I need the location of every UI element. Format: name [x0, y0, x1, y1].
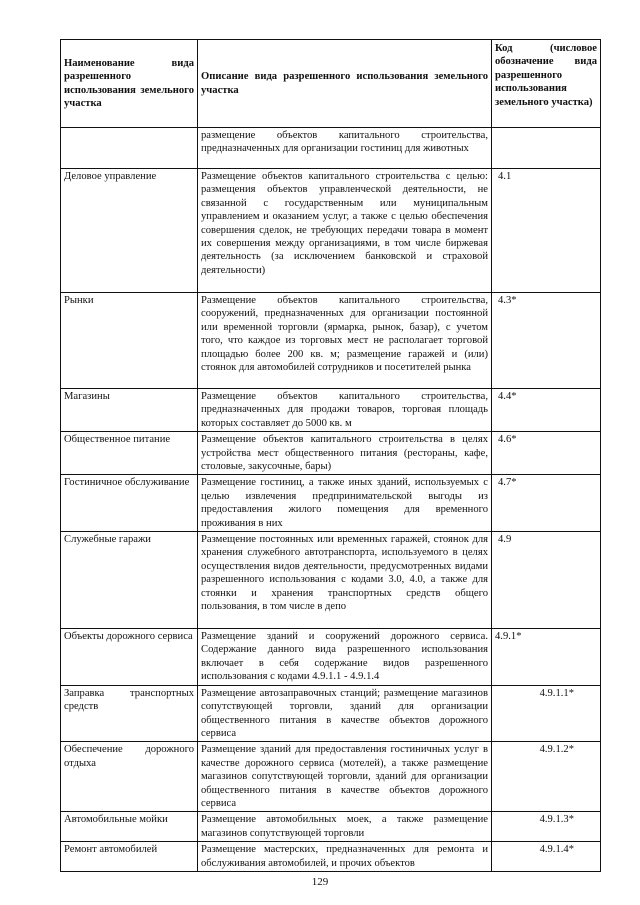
- row-description: Размещение объектов капитального строительства с целью: размещения объектов управленческой деятельности, не связанной с государственным или муниципальным управлением и оказанием услуг, а также с целью обеспечения совершения сделок, не требующих передачи товара в момент их совершения между организациями, в том числе биржевая деятельность (за исключением банковской и страховой деятельности): [198, 169, 492, 293]
- row-description: Размещение объектов капитального строительства, сооружений, предназначенных для организации постоянной или временной торговли (ярмарка, рынок, базар), с учетом того, что каждое из торговых мест не располагает торговой площадью более 200 кв. м; размещение гаражей и (или) стоянок для автомобилей сотрудников и посетителей рынка: [198, 293, 492, 389]
- row-name: [61, 128, 198, 169]
- table-row: [61, 742, 601, 812]
- header-code: Код (числовое обозначение вида разрешенного использования земельного участка): [492, 40, 601, 128]
- row-description: Размещение постоянных или временных гаражей, стоянок для хранения служебного автотранспорта, используемого в целях осуществления видов деятельности, предусмотренных видами разрешенного использования с кодами 3.0, 4.0, а также для стоянки и хранения транспортных средств общего пользования, в том числе в депо: [198, 532, 492, 629]
- row-description: Размещение мастерских, предназначенных для ремонта и обслуживания автомобилей, и прочих объектов: [198, 842, 492, 872]
- row-code: 4.9: [492, 532, 601, 629]
- row-code: 4.9.1.1*: [492, 685, 601, 742]
- row-description: Размещение автомобильных моек, а также размещение магазинов сопутствующей торговли: [198, 812, 492, 842]
- row-description: Размещение объектов капитального строительства в целях устройства мест общественного питания (рестораны, кафе, столовые, закусочные, бары): [198, 432, 492, 475]
- row-code: 4.9.1.3*: [492, 812, 601, 842]
- document-page: [60, 39, 600, 872]
- header-name: Наименование вида разрешенного использования земельного участка: [61, 40, 198, 128]
- row-description: Размещение объектов капитального строительства, предназначенных для продажи товаров, торговая площадь которых составляет до 5000 кв. м: [198, 389, 492, 432]
- page-number: 129: [311, 876, 329, 888]
- table-row: [61, 842, 601, 872]
- row-description: Размещение автозаправочных станций; размещение магазинов сопутствующей торговли, зданий для организации общественного питания в качестве объектов дорожного сервиса: [198, 685, 492, 742]
- table-header-row: [61, 40, 601, 128]
- row-code: 4.6*: [492, 432, 601, 475]
- row-description: Размещение гостиниц, а также иных зданий, используемых с целью извлечения предпринимательской выгоды из предоставления жилого помещения для временного проживания в них: [198, 475, 492, 532]
- table-row: [61, 475, 601, 532]
- table-row: [61, 685, 601, 742]
- row-name: Ремонт автомобилей: [61, 842, 198, 872]
- header-description: Описание вида разрешенного использования земельного участка: [198, 40, 492, 128]
- row-code: 4.4*: [492, 389, 601, 432]
- row-name: Общественное питание: [61, 432, 198, 475]
- table-row: [61, 293, 601, 389]
- table-row: [61, 432, 601, 475]
- row-name: Рынки: [61, 293, 198, 389]
- table-row: [61, 389, 601, 432]
- row-name: Объекты дорожного сервиса: [61, 629, 198, 686]
- land-use-table: [60, 39, 601, 872]
- row-code: [492, 128, 601, 169]
- row-description: Размещение зданий для предоставления гостиничных услуг в качестве дорожного сервиса (мотелей), а также размещение магазинов сопутствующей торговли, зданий для организации общественного питания в качестве объектов дорожного сервиса: [198, 742, 492, 812]
- row-description: размещение объектов капитального строительства, предназначенных для организации гостиниц для животных: [198, 128, 492, 169]
- row-code: 4.3*: [492, 293, 601, 389]
- table-row: [61, 128, 601, 169]
- row-code: 4.9.1.4*: [492, 842, 601, 872]
- row-name: Магазины: [61, 389, 198, 432]
- row-code: 4.7*: [492, 475, 601, 532]
- row-code: 4.9.1*: [492, 629, 601, 686]
- row-code: 4.9.1.2*: [492, 742, 601, 812]
- row-name: Гостиничное обслуживание: [61, 475, 198, 532]
- table-row: [61, 629, 601, 686]
- row-name: Заправка транспортных средств: [61, 685, 198, 742]
- row-name: Автомобильные мойки: [61, 812, 198, 842]
- row-name: Деловое управление: [61, 169, 198, 293]
- row-code: 4.1: [492, 169, 601, 293]
- row-name: Обеспечение дорожного отдыха: [61, 742, 198, 812]
- table-row: [61, 169, 601, 293]
- row-description: Размещение зданий и сооружений дорожного сервиса. Содержание данного вида разрешенного использования включает в себя содержание видов разрешенного использования с кодами 4.9.1.1 - 4.9.1.4: [198, 629, 492, 686]
- table-row: [61, 532, 601, 629]
- table-row: [61, 812, 601, 842]
- row-name: Служебные гаражи: [61, 532, 198, 629]
